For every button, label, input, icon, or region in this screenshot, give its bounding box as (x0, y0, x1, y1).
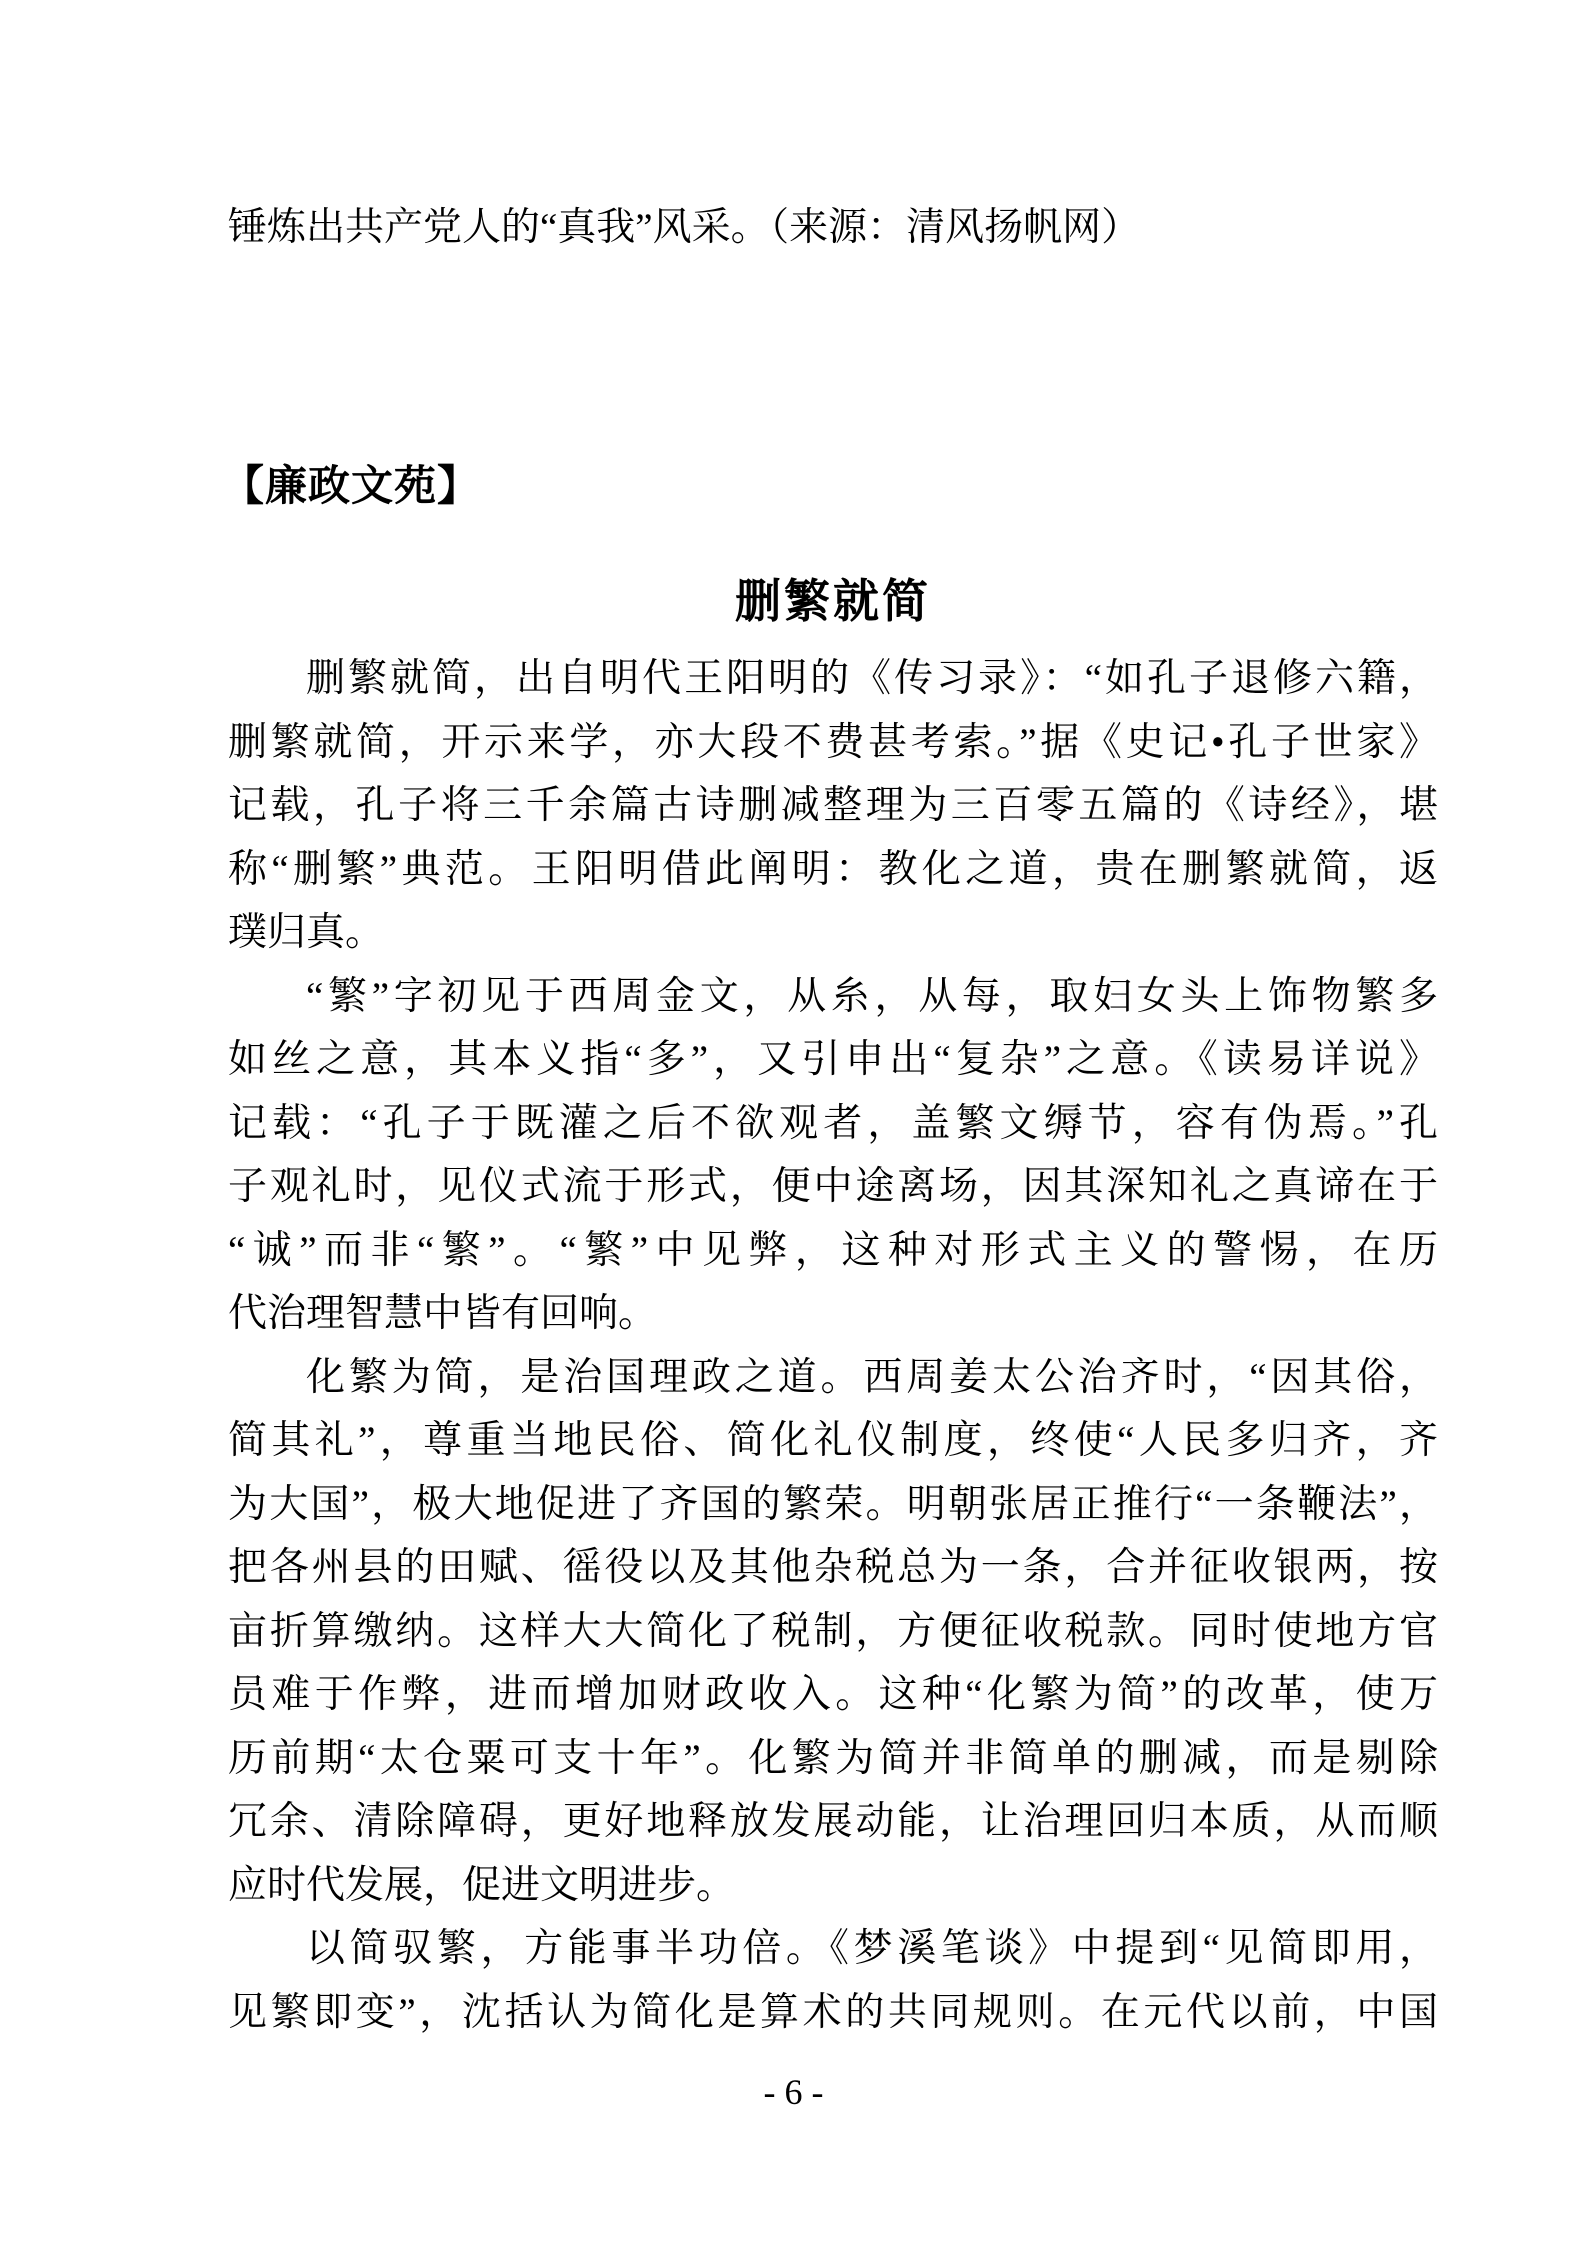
page-number: - 6 - (763, 2072, 824, 2112)
body-line: 记载，孔子将三千余篇古诗删减整理为三百零五篇的《诗经》，堪 (228, 784, 1438, 827)
body-line: 冗余、清除障碍，更好地释放发展动能，让治理回归本质，从而顺 (228, 1800, 1438, 1843)
body-line: 简其礼”，尊重当地民俗、简化礼仪制度，终使“人民多归齐，齐 (228, 1419, 1438, 1462)
body-line: 代治理智慧中皆有回响。 (228, 1292, 658, 1335)
body-line: 删繁就简，出自明代王阳明的《传习录》：“如孔子退修六籍， (306, 657, 1438, 700)
body-line: “诚”而非“繁”。“繁”中见弊，这种对形式主义的警惕，在历 (228, 1228, 1438, 1272)
section-header: 【廉政文苑】 (222, 464, 481, 510)
body-line: 如丝之意，其本义指“多”，又引申出“复杂”之意。《读易详说》 (228, 1038, 1438, 1081)
body-line: 应时代发展，促进文明进步。 (228, 1863, 736, 1907)
paragraph-continuation-line: 锤炼出共产党人的“真我”风采。（来源：清风扬帆网） (228, 206, 1141, 249)
body-line: 为大国”，极大地促进了齐国的繁荣。明朝张居正推行“一条鞭法”， (228, 1482, 1438, 1526)
body-line: “繁”字初见于西周金文，从糸，从每，取妇女头上饰物繁多 (306, 974, 1438, 1018)
body-line: 记载：“孔子于既灌之后不欲观者，盖繁文缛节，容有伪焉。”孔 (228, 1101, 1438, 1145)
body-line: 见繁即变”，沈括认为简化是算术的共同规则。在元代以前，中国 (228, 1990, 1438, 2034)
body-line: 化繁为简，是治国理政之道。西周姜太公治齐时，“因其俗， (306, 1355, 1438, 1399)
article-body (228, 647, 1438, 2044)
body-line: 璞归真。 (228, 911, 385, 954)
body-line: 把各州县的田赋、徭役以及其他杂税总为一条，合并征收银两，按 (228, 1546, 1438, 1589)
body-line: 员难于作弊，进而增加财政收入。这种“化繁为简”的改革，使万 (228, 1673, 1438, 1716)
body-line: 称“删繁”典范。王阳明借此阐明：教化之道，贵在删繁就简，返 (228, 847, 1438, 891)
body-line: 亩折算缴纳。这样大大简化了税制，方便征收税款。同时使地方官 (228, 1609, 1438, 1653)
body-line: 历前期“太仓粟可支十年”。化繁为简并非简单的删减，而是剔除 (228, 1736, 1438, 1780)
article-title: 删繁就简 (735, 576, 931, 627)
body-line: 以简驭繁，方能事半功倍。《梦溪笔谈》中提到“见简即用， (306, 1927, 1438, 1970)
body-line: 删繁就简，开示来学，亦大段不费甚考索。”据《史记•孔子世家》 (228, 720, 1438, 764)
body-line: 子观礼时，见仪式流于形式，便中途离场，因其深知礼之真谛在于 (228, 1165, 1438, 1208)
